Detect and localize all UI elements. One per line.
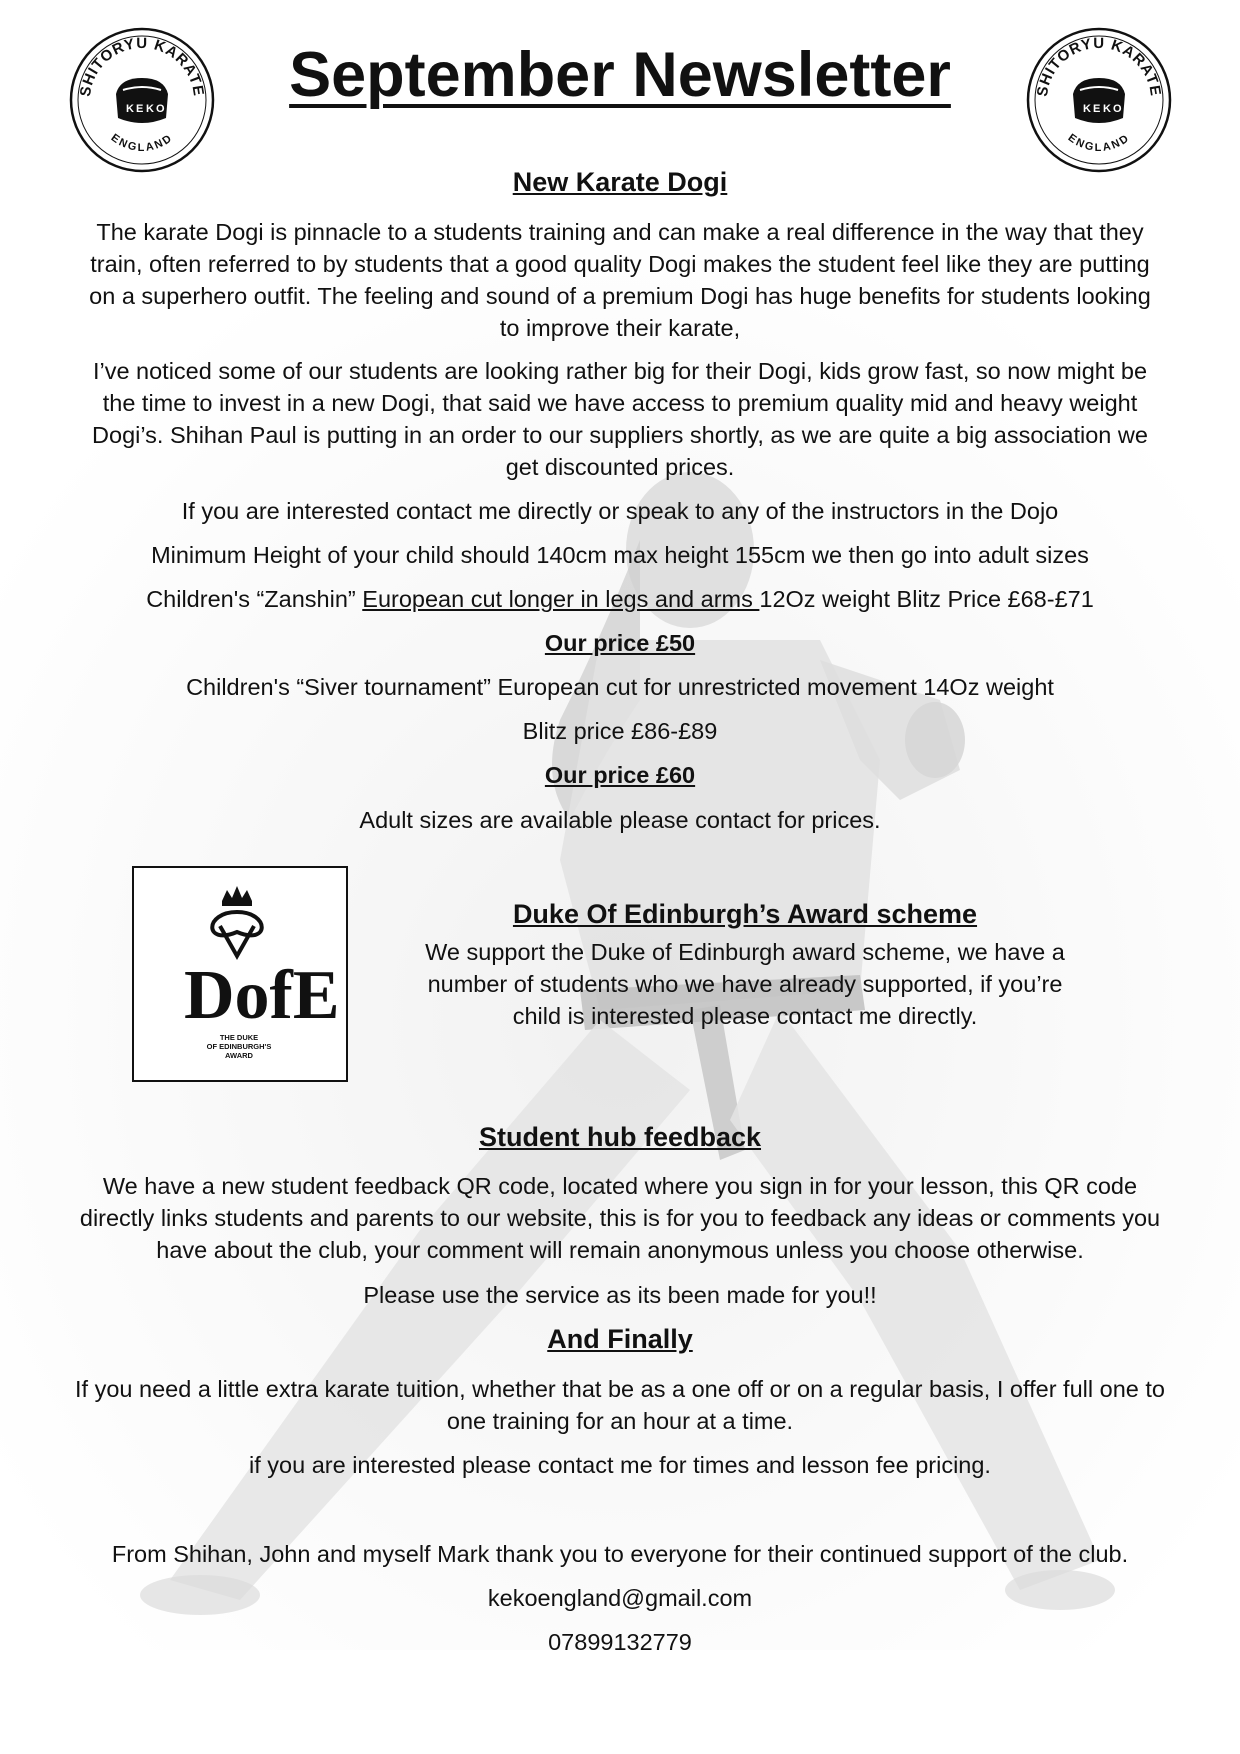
thanks-line: From Shihan, John and myself Mark thank you to everyone for their continued support of the club. (111, 1541, 1129, 1567)
dogi-para2-line: get discounted prices. (505, 454, 735, 480)
silver-tournament-line: Children's “Siver tournament” European cut for unrestricted movement 14Oz weight (186, 674, 1054, 700)
logo-text-bottom: ENGLAND (1065, 131, 1133, 154)
dogi-height-line: Minimum Height of your child should 140cm max height 155cm we then go into adult sizes (151, 542, 1089, 568)
shitoryu-karate-logo-right (1025, 26, 1173, 174)
doe-heading: Duke Of Edinburgh’s Award scheme (512, 899, 978, 929)
adult-sizes-line: Adult sizes are available please contact for prices. (359, 807, 881, 833)
page-title: September Newsletter (289, 40, 951, 110)
logo-letter-k2: K (146, 103, 154, 115)
duke-of-edinburgh-logo (132, 866, 348, 1082)
dofe-letters: DofE (184, 957, 340, 1034)
dogi-para1-line: on a superhero outfit. The feeling and sound of a premium Dogi has huge benefits for students looking (89, 283, 1151, 309)
phone-number: 07899132779 (548, 1629, 692, 1655)
shitoryu-karate-logo-left (68, 26, 216, 174)
our-price-60: Our price £60 (544, 762, 696, 788)
dogi-para2-line: Dogi’s. Shihan Paul is putting in an order to our suppliers shortly, as we are quite a big association we (92, 422, 1148, 448)
hub-line: directly links students and parents to our website, this is for you to feedback any ideas or comments you (79, 1205, 1161, 1231)
logo-letter-e: E (1093, 103, 1101, 115)
doe-line: child is interested please contact me directly. (512, 1003, 978, 1029)
zanshin-pre: Children's “Zanshin” (146, 586, 363, 612)
finally-interest-line: if you are interested please contact me for times and lesson fee pricing. (249, 1452, 991, 1478)
dofe-caption-line: OF EDINBURGH'S (206, 1042, 272, 1051)
zanshin-underlined: European cut longer in legs and arms (362, 586, 760, 612)
dofe-caption-line: THE DUKE (219, 1033, 259, 1042)
logo-letter-k2: K (1103, 103, 1111, 115)
logo-letter-o: O (1113, 103, 1122, 115)
dogi-para2-line: the time to invest in a new Dogi, that said we have access to premium quality mid and heavy weight (102, 390, 1138, 416)
our-price-50: Our price £50 (544, 630, 696, 656)
email-address: kekoengland@gmail.com (487, 1585, 753, 1611)
logo-letter-k: K (126, 103, 134, 115)
finally-heading: And Finally (547, 1324, 693, 1354)
zanshin-line (30, 583, 1210, 615)
finally-line: If you need a little extra karate tuition, whether that be as a one off or on a regular basis, I offer full one to (75, 1376, 1165, 1402)
logo-letter-e: E (136, 103, 144, 115)
dogi-para1-line: train, often referred to by students that a good quality Dogi makes the student feel like they are putting (90, 251, 1150, 277)
hub-service-line: Please use the service as its been made for you!! (363, 1282, 877, 1308)
logo-text-top: SHITORYU KARATE (76, 34, 208, 98)
logo-letter-o: O (156, 103, 165, 115)
finally-line: one training for an hour at a time. (446, 1408, 794, 1434)
hub-line: We have a new student feedback QR code, located where you sign in for your lesson, this QR code (102, 1173, 1138, 1199)
logo-text-bottom: ENGLAND (108, 131, 176, 154)
dogi-para1-line: to improve their karate, (499, 315, 741, 341)
dogi-para2-line: I’ve noticed some of our students are looking rather big for their Dogi, kids grow fast, so now might be (92, 358, 1148, 384)
zanshin-post: 12Oz weight Blitz Price £68-£71 (759, 586, 1094, 612)
dogi-heading: New Karate Dogi (512, 167, 728, 197)
hub-heading: Student hub feedback (478, 1122, 762, 1152)
logo-letter-k: K (1083, 103, 1091, 115)
dogi-para1-line: The karate Dogi is pinnacle to a students training and can make a real difference in the way that they (96, 219, 1144, 245)
doe-line: number of students who we have already supported, if you’re (427, 971, 1063, 997)
dogi-contact-line: If you are interested contact me directly or speak to any of the instructors in the Dojo (181, 498, 1059, 524)
logo-text-top: SHITORYU KARATE (1033, 34, 1165, 98)
hub-line: have about the club, your comment will remain anonymous unless you choose otherwise. (156, 1237, 1084, 1263)
blitz-price-line: Blitz price £86-£89 (522, 718, 718, 744)
dofe-caption-line: AWARD (225, 1051, 253, 1060)
doe-line: We support the Duke of Edinburgh award scheme, we have a (425, 939, 1065, 965)
